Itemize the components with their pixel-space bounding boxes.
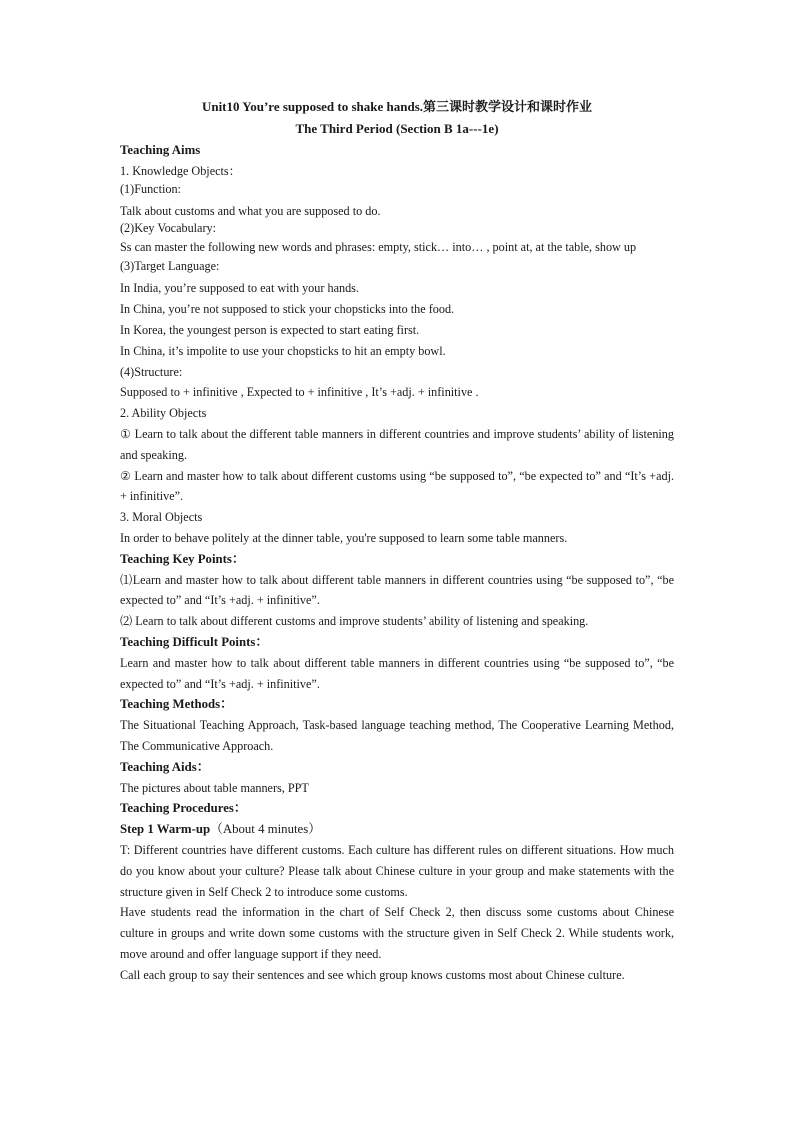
procedure-paragraph: T: Different countries have different customs. Each culture has different rules on different situations. How much do you know about your culture? Please talk about Chinese culture in your group and make statements with the structure given in Self Check 2 to introduce some customs.: [120, 842, 674, 899]
ability-item: ② Learn and master how to talk about different customs using “be supposed to”, “be expected to” and “It’s +adj. + infinitive”.: [120, 468, 674, 504]
moral-objects-text: In order to behave politely at the dinner table, you're supposed to learn some table manners.: [120, 530, 568, 545]
ability-objects-heading: 2. Ability Objects: [120, 406, 207, 421]
target-language-line: In Korea, the youngest person is expected to start eating first.: [120, 322, 420, 337]
document-page: [120, 96, 674, 985]
key-point-item: ⑴Learn and master how to talk about different table manners in different countries using “be supposed to”, “be expected to” and “It’s +adj. + infinitive”.: [120, 572, 674, 608]
structure-label: (4)Structure:: [120, 364, 183, 379]
ability-item: ① Learn to talk about the different table manners in different countries and improve students’ ability of listening and speaking.: [120, 426, 674, 462]
target-language-line: In China, you’re not supposed to stick your chopsticks into the food.: [120, 302, 455, 317]
vocabulary-label: (2)Key Vocabulary:: [120, 221, 217, 236]
target-language-label: (3)Target Language:: [120, 259, 220, 274]
target-language-line: In India, you’re supposed to eat with your hands.: [120, 281, 359, 296]
step-1-duration: （About 4 minutes）: [210, 822, 321, 837]
step-1-title: Step 1 Warm-up: [120, 822, 211, 837]
knowledge-objects-heading: 1. Knowledge Objects：: [120, 163, 241, 178]
document-subtitle: The Third Period (Section B 1a---1e): [295, 121, 499, 136]
teaching-aids-text: The pictures about table manners, PPT: [120, 780, 309, 795]
key-points-heading: Teaching Key Points：: [120, 551, 245, 566]
teaching-methods-heading: Teaching Methods：: [120, 697, 233, 712]
teaching-methods-text: The Situational Teaching Approach, Task-based language teaching method, The Cooperative Learning Method, The Communicative Approach.: [120, 718, 674, 753]
procedure-paragraph: Call each group to say their sentences and see which group knows customs most about Chinese culture.: [120, 967, 625, 982]
procedure-paragraph: Have students read the information in the chart of Self Check 2, then discuss some customs about Chinese culture in groups and write down some customs with the structure given in Self Check 2. While students work, move around and offer language support if they need.: [120, 905, 674, 961]
teaching-aims-heading: Teaching Aims: [120, 143, 201, 157]
vocabulary-text: Ss can master the following new words and phrases: empty, stick… into… , point at, at the table, show up: [120, 240, 637, 255]
key-point-item: ⑵ Learn to talk about different customs and improve students’ ability of listening and speaking.: [120, 614, 589, 629]
moral-objects-heading: 3. Moral Objects: [120, 510, 203, 525]
teaching-procedures-heading: Teaching Procedures：: [120, 801, 247, 816]
target-language-line: In China, it’s impolite to use your chopsticks to hit an empty bowl.: [120, 343, 446, 358]
function-text: Talk about customs and what you are supposed to do.: [120, 203, 381, 218]
function-label: (1)Function:: [120, 181, 181, 196]
document-title: Unit10 You’re supposed to shake hands.第三课时教学设计和课时作业: [201, 99, 593, 114]
teaching-aids-heading: Teaching Aids：: [120, 759, 210, 774]
difficult-points-heading: Teaching Difficult Points：: [120, 634, 269, 649]
step-1-heading: [120, 819, 674, 840]
structure-text: Supposed to + infinitive , Expected to + infinitive , It’s +adj. + infinitive .: [120, 385, 479, 400]
difficult-points-text: Learn and master how to talk about different table manners in different countries using “be supposed to”, “be expected to” and “It’s +adj. + infinitive”.: [120, 655, 674, 691]
